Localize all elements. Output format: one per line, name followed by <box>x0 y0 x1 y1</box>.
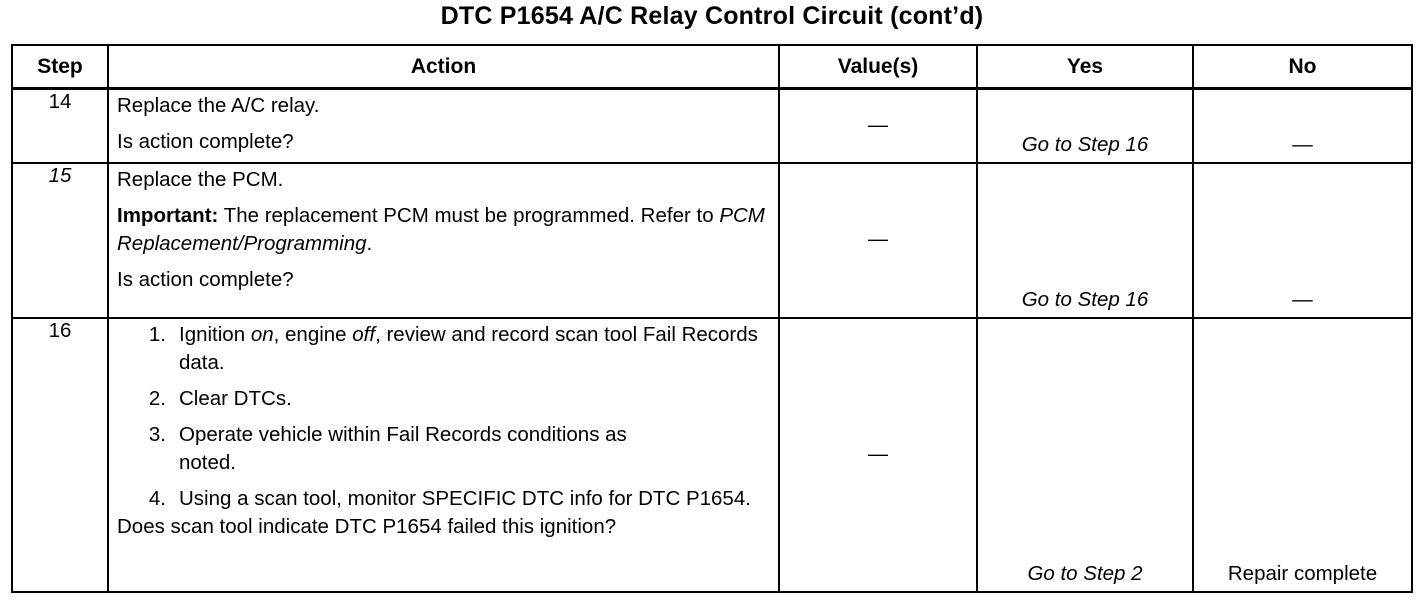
no-result: Repair complete <box>1227 561 1378 585</box>
step-number: 15 <box>12 163 108 318</box>
value-dash: — <box>868 228 888 251</box>
substep-text: Operate vehicle within Fail Records conditions as noted. <box>179 422 627 474</box>
header-yes: Yes <box>977 45 1193 89</box>
page-title: DTC P1654 A/C Relay Control Circuit (cont’d) <box>440 2 984 30</box>
no-cell <box>1193 89 1412 163</box>
table-row <box>12 318 1412 592</box>
substep-item <box>117 421 770 477</box>
action-question: Does scan tool indicate DTC P1654 failed this ignition? <box>117 514 617 538</box>
table-row <box>12 89 1412 163</box>
value-cell <box>779 89 977 163</box>
yes-goto: Go to Step 16 <box>1021 132 1149 156</box>
yes-cell <box>977 163 1193 318</box>
substep-number: 1. <box>148 322 166 346</box>
header-row <box>12 45 1412 89</box>
important-reference: PCM Replacement/Programming <box>117 203 765 255</box>
no-cell <box>1193 318 1412 592</box>
value-cell <box>779 163 977 318</box>
action-question: Is action complete? <box>117 267 294 291</box>
action-cell <box>108 318 779 592</box>
table-row <box>12 163 1412 318</box>
substep-text: Using a scan tool, monitor SPECIFIC DTC info for DTC P1654. <box>179 486 751 510</box>
action-instruction: Replace the A/C relay. <box>117 94 320 117</box>
step-number: 16 <box>12 318 108 592</box>
yes-cell <box>977 318 1193 592</box>
header-no: No <box>1193 45 1412 89</box>
value-dash: — <box>868 443 888 465</box>
important-note <box>117 202 770 258</box>
important-end: . <box>366 231 373 255</box>
action-cell <box>108 163 779 318</box>
substep-number: 2. <box>148 386 166 410</box>
no-cell <box>1193 163 1412 318</box>
no-dash: — <box>1292 132 1313 156</box>
important-text: The replacement PCM must be programmed. Refer to <box>218 203 720 227</box>
action-cell <box>108 89 779 163</box>
header-action: Action <box>108 45 779 89</box>
yes-goto: Go to Step 16 <box>1021 287 1149 311</box>
substep-text: Clear DTCs. <box>179 386 292 410</box>
value-dash: — <box>868 114 888 137</box>
emphasis-on: on <box>250 322 274 346</box>
step-number: 14 <box>12 89 108 163</box>
yes-cell <box>977 89 1193 163</box>
value-cell <box>779 318 977 592</box>
substep-item: 1. Ignition on, engine off, review and record scan tool Fail Records data. <box>117 321 770 377</box>
substep-item <box>117 485 770 513</box>
no-dash: — <box>1292 287 1313 311</box>
header-step: Step <box>12 45 108 89</box>
action-question: Is action complete? <box>117 130 294 153</box>
header-values: Value(s) <box>779 45 977 89</box>
emphasis-off: off <box>352 322 376 346</box>
substep-number: 3. <box>148 422 166 446</box>
diagnostic-table <box>11 44 1413 593</box>
important-label: Important: <box>117 203 219 227</box>
yes-goto: Go to Step 2 <box>1027 561 1143 585</box>
substep-list <box>117 321 770 513</box>
action-instruction: Replace the PCM. <box>117 167 284 191</box>
substep-item <box>117 385 770 413</box>
substep-number: 4. <box>148 486 166 510</box>
